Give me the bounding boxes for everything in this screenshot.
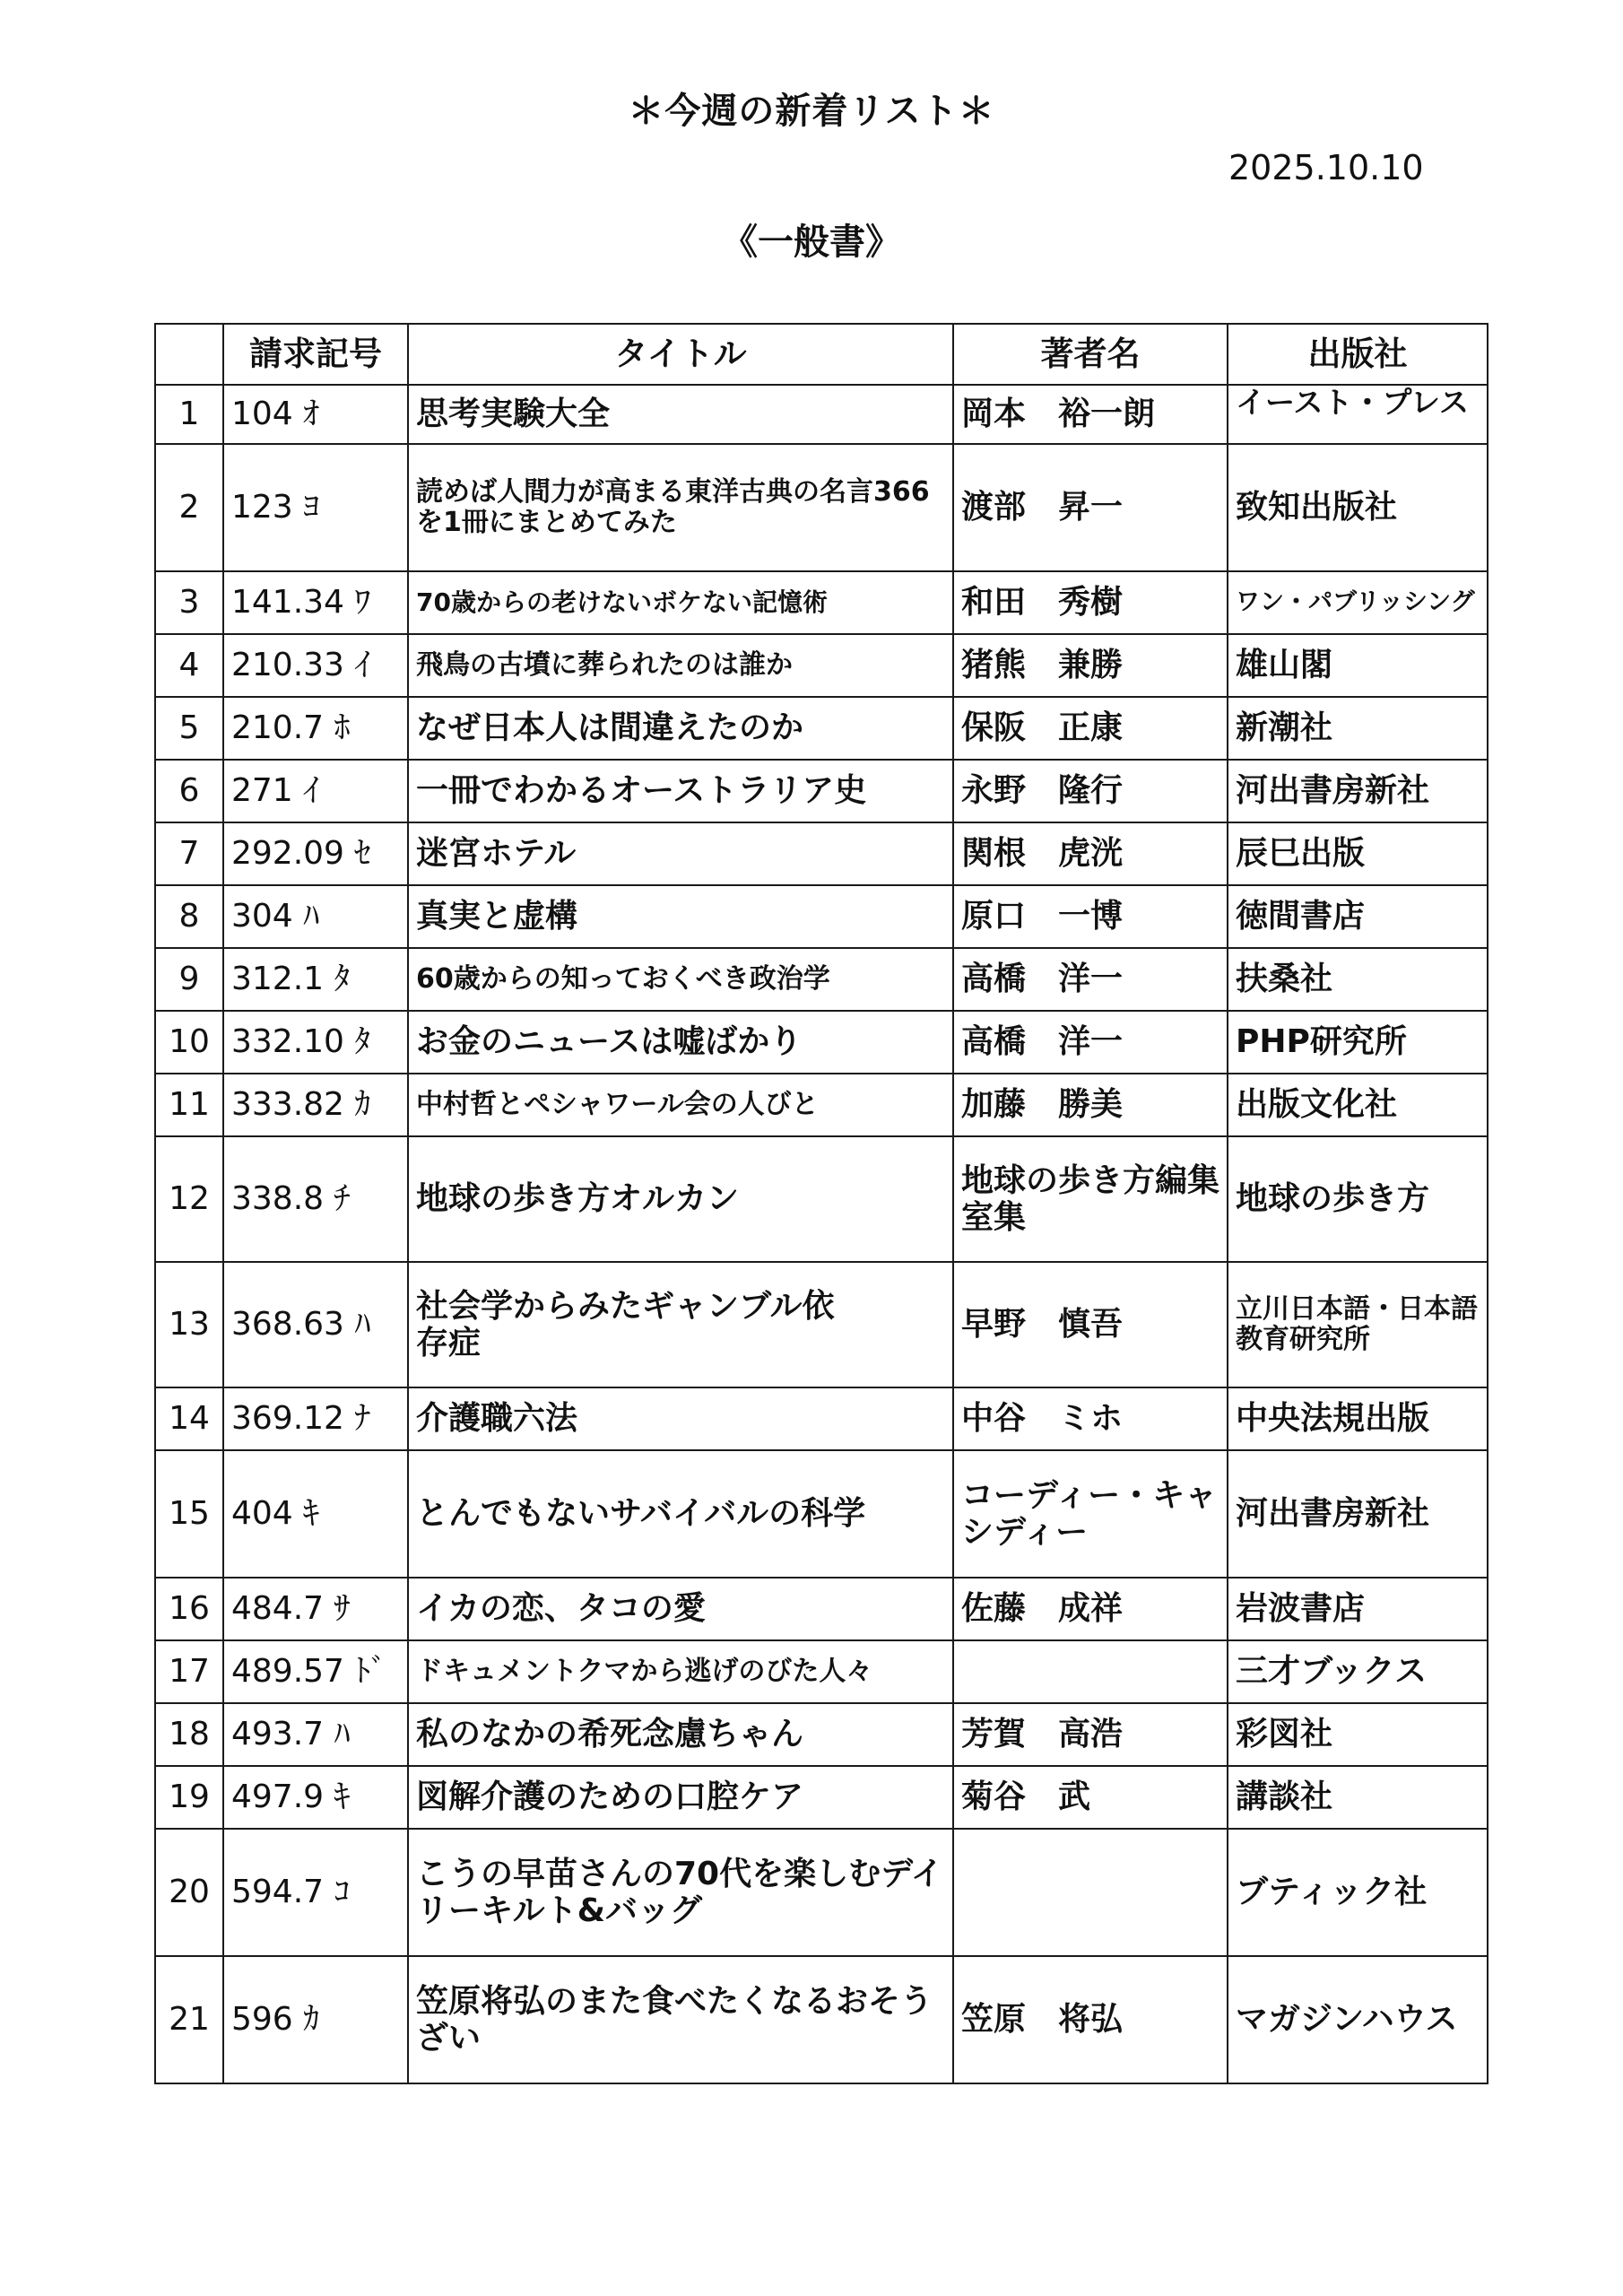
publisher-name: ブティック社 [1228, 1829, 1488, 1956]
table-row [155, 760, 1488, 822]
table-row [155, 385, 1488, 444]
book-title: 中村哲とペシャワール会の人びと [408, 1074, 953, 1136]
author-name: 高橋 洋一 [953, 948, 1228, 1011]
author-name: 加藤 勝美 [953, 1074, 1228, 1136]
author-name: 菊谷 武 [953, 1766, 1228, 1829]
publisher-name [1228, 385, 1488, 444]
book-title: 一冊でわかるオーストラリア史 [408, 760, 953, 822]
row-number: 21 [155, 1956, 223, 2083]
author-name: 芳賀 高浩 [953, 1703, 1228, 1766]
row-number: 5 [155, 697, 223, 760]
author-name: コーディー・キャシディー [953, 1450, 1228, 1578]
call-number: 271 ｲ [223, 760, 408, 822]
row-number: 10 [155, 1011, 223, 1074]
publisher-name: 致知出版社 [1228, 444, 1488, 571]
publisher-name: 河出書房新社 [1228, 760, 1488, 822]
publisher-name: 扶桑社 [1228, 948, 1488, 1011]
row-number: 20 [155, 1829, 223, 1956]
publisher-name: 三才ブックス [1228, 1640, 1488, 1703]
book-title: 70歳からの老けないボケない記憶術 [408, 571, 953, 634]
book-title: 地球の歩き方オルカン [408, 1136, 953, 1262]
table-row [155, 1956, 1488, 2083]
publisher-name: 中央法規出版 [1228, 1387, 1488, 1450]
author-name: 原口 一博 [953, 885, 1228, 948]
book-title: 飛鳥の古墳に葬られたのは誰か [408, 634, 953, 697]
call-number: 141.34 ﾜ [223, 571, 408, 634]
column-header-publisher: 出版社 [1228, 324, 1488, 385]
row-number: 16 [155, 1578, 223, 1640]
column-header-author: 著者名 [953, 324, 1228, 385]
author-name: 渡部 昇一 [953, 444, 1228, 571]
row-number: 3 [155, 571, 223, 634]
publisher-name: 新潮社 [1228, 697, 1488, 760]
section-title: 《一般書》 [722, 222, 901, 263]
publisher-name: 地球の歩き方 [1228, 1136, 1488, 1262]
table-row [155, 1766, 1488, 1829]
publisher-name: 岩波書店 [1228, 1578, 1488, 1640]
author-name: 岡本 裕一朗 [953, 385, 1228, 444]
table-row [155, 1011, 1488, 1074]
book-title: 介護職六法 [408, 1387, 953, 1450]
call-number: 338.8 ﾁ [223, 1136, 408, 1262]
book-title: 思考実験大全 [408, 385, 953, 444]
row-number: 11 [155, 1074, 223, 1136]
book-title: 真実と虚構 [408, 885, 953, 948]
call-number: 596 ｶ [223, 1956, 408, 2083]
list-date: 2025.10.10 [1228, 148, 1424, 187]
table-row [155, 1578, 1488, 1640]
table-row [155, 1387, 1488, 1450]
author-name: 保阪 正康 [953, 697, 1228, 760]
call-number: 333.82 ｶ [223, 1074, 408, 1136]
row-number: 14 [155, 1387, 223, 1450]
table-row [155, 444, 1488, 571]
call-number: 332.10 ﾀ [223, 1011, 408, 1074]
call-number: 404 ｷ [223, 1450, 408, 1578]
call-number: 104 ｵ [223, 385, 408, 444]
author-name: 和田 秀樹 [953, 571, 1228, 634]
author-name: 笠原 将弘 [953, 1956, 1228, 2083]
call-number: 210.33 ｲ [223, 634, 408, 697]
publisher-name: 河出書房新社 [1228, 1450, 1488, 1578]
author-name: 関根 虎洸 [953, 822, 1228, 885]
call-number: 369.12 ﾅ [223, 1387, 408, 1450]
publisher-name: 辰巳出版 [1228, 822, 1488, 885]
book-title: 私のなかの希死念慮ちゃん [408, 1703, 953, 1766]
author-name: 永野 隆行 [953, 760, 1228, 822]
book-title: 読めば人間力が高まる東洋古典の名言366を1冊にまとめてみた [408, 444, 953, 571]
author-name: 中谷 ミホ [953, 1387, 1228, 1450]
call-number: 484.7 ｻ [223, 1578, 408, 1640]
row-number: 19 [155, 1766, 223, 1829]
publisher-name: 徳間書店 [1228, 885, 1488, 948]
row-number: 18 [155, 1703, 223, 1766]
book-title: 社会学からみたギャンブル依存症 [408, 1262, 953, 1387]
table-header-row [155, 324, 1488, 385]
book-title: 笠原将弘のまた食べたくなるおそうざい [408, 1956, 953, 2083]
publisher-name: 講談社 [1228, 1766, 1488, 1829]
call-number: 493.7 ﾊ [223, 1703, 408, 1766]
row-number: 12 [155, 1136, 223, 1262]
publisher-name: 彩図社 [1228, 1703, 1488, 1766]
call-number: 123 ﾖ [223, 444, 408, 571]
book-title: お金のニュースは嘘ばかり [408, 1011, 953, 1074]
row-number: 1 [155, 385, 223, 444]
column-header-number [155, 324, 223, 385]
book-title: こうの早苗さんの70代を楽しむデイリーキルト&バッグ [408, 1829, 953, 1956]
call-number: 497.9 ｷ [223, 1766, 408, 1829]
table-row [155, 634, 1488, 697]
book-title: イカの恋、タコの愛 [408, 1578, 953, 1640]
row-number: 17 [155, 1640, 223, 1703]
table-row [155, 1703, 1488, 1766]
book-title: とんでもないサバイバルの科学 [408, 1450, 953, 1578]
author-name: 猪熊 兼勝 [953, 634, 1228, 697]
table-row [155, 1450, 1488, 1578]
row-number: 9 [155, 948, 223, 1011]
row-number: 7 [155, 822, 223, 885]
table-row [155, 571, 1488, 634]
author-name: 高橋 洋一 [953, 1011, 1228, 1074]
table-row [155, 948, 1488, 1011]
row-number: 8 [155, 885, 223, 948]
row-number: 2 [155, 444, 223, 571]
table-row [155, 1136, 1488, 1262]
table-row [155, 885, 1488, 948]
publisher-name: 出版文化社 [1228, 1074, 1488, 1136]
publisher-name: マガジンハウス [1228, 1956, 1488, 2083]
book-title: 図解介護のための口腔ケア [408, 1766, 953, 1829]
table-row [155, 1640, 1488, 1703]
call-number: 489.57 ﾄﾞ [223, 1640, 408, 1703]
author-name: 早野 慎吾 [953, 1262, 1228, 1387]
book-title: なぜ日本人は間違えたのか [408, 697, 953, 760]
author-name [953, 1640, 1228, 1703]
call-number: 292.09 ｾ [223, 822, 408, 885]
call-number: 594.7 ｺ [223, 1829, 408, 1956]
publisher-name: PHP研究所 [1228, 1011, 1488, 1074]
row-number: 4 [155, 634, 223, 697]
publisher-name: ワン・パブリッシング [1228, 571, 1488, 634]
table-row [155, 697, 1488, 760]
column-header-call-number: 請求記号 [223, 324, 408, 385]
author-name [953, 1829, 1228, 1956]
publisher-name-text: イースト・プレス [1236, 387, 1470, 420]
call-number: 368.63 ﾊ [223, 1262, 408, 1387]
table-row [155, 822, 1488, 885]
book-title: 迷宮ホテル [408, 822, 953, 885]
page-title: ＊今週の新着リスト＊ [628, 91, 995, 132]
table-row [155, 1074, 1488, 1136]
call-number: 210.7 ﾎ [223, 697, 408, 760]
book-title: 60歳からの知っておくべき政治学 [408, 948, 953, 1011]
table-row [155, 1829, 1488, 1956]
new-arrivals-table [154, 323, 1488, 2084]
table-row [155, 1262, 1488, 1387]
call-number: 304 ﾊ [223, 885, 408, 948]
row-number: 15 [155, 1450, 223, 1578]
publisher-name: 立川日本語・日本語教育研究所 [1228, 1262, 1488, 1387]
row-number: 13 [155, 1262, 223, 1387]
author-name: 佐藤 成祥 [953, 1578, 1228, 1640]
author-name: 地球の歩き方編集室集 [953, 1136, 1228, 1262]
column-header-title: タイトル [408, 324, 953, 385]
publisher-name: 雄山閣 [1228, 634, 1488, 697]
row-number: 6 [155, 760, 223, 822]
call-number: 312.1 ﾀ [223, 948, 408, 1011]
book-title: ドキュメントクマから逃げのびた人々 [408, 1640, 953, 1703]
